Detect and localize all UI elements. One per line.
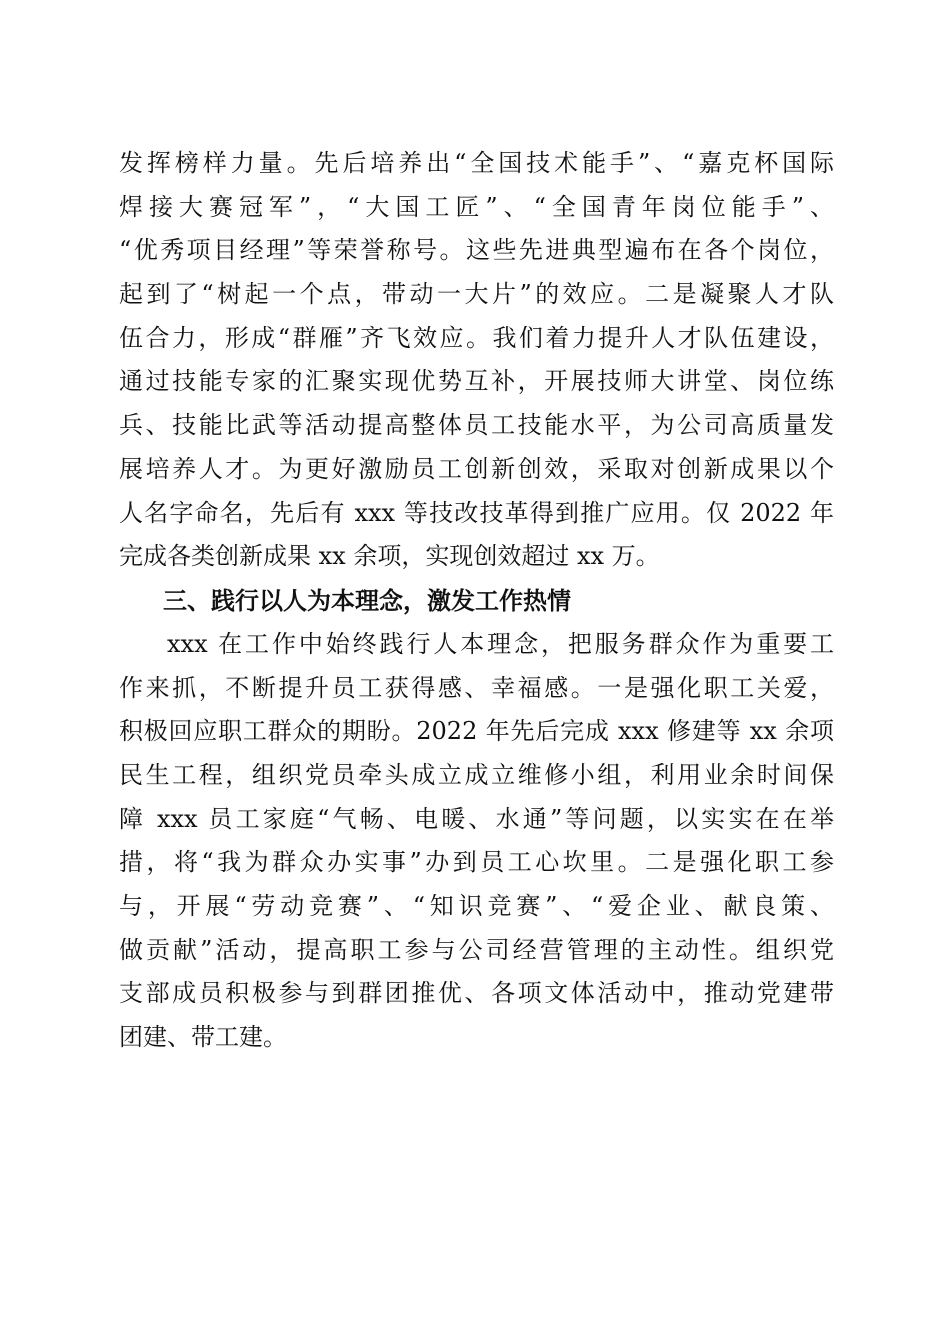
- text-line: 展培养人才。为更好激励员工创新创效，采取对创新成果以个: [119, 454, 834, 483]
- text-line: 团建、带工建。: [119, 1023, 287, 1052]
- text-line: 与，开展“劳动竞赛”、“知识竞赛”、“爱企业、献良策、: [119, 892, 834, 920]
- text-line: 人名字命名，先后有 xxx 等技改技革得到推广应用。仅 2022 年: [119, 498, 834, 527]
- paragraph-talent-cultivation: [119, 142, 834, 579]
- text-line: 做贡献”活动，提高职工参与公司经营管理的主动性。组织党: [119, 935, 834, 964]
- text-line: 作来抓，不断提升员工获得感、幸福感。一是强化职工关爱，: [119, 673, 834, 702]
- text-line: 民生工程，组织党员牵头成立成立维修小组，利用业余时间保: [119, 760, 834, 789]
- paragraph-people-oriented: [119, 623, 834, 1060]
- text-line: xxx 在工作中始终践行人本理念，把服务群众作为重要工: [167, 629, 834, 658]
- text-line: 支部成员积极参与到群团推优、各项文体活动中，推动党建带: [119, 979, 834, 1008]
- text-line: 发挥榜样力量。先后培养出“全国技术能手”、“嘉克杯国际: [119, 149, 834, 177]
- text-line: 通过技能专家的汇聚实现优势互补，开展技师大讲堂、岗位练: [119, 367, 834, 396]
- text-line: 障 xxx 员工家庭“气畅、电暖、水通”等问题，以实实在在举: [119, 804, 834, 833]
- text-line: 伍合力，形成“群雁”齐飞效应。我们着力提升人才队伍建设，: [119, 323, 834, 352]
- text-line: 完成各类创新成果 xx 余项，实现创效超过 xx 万。: [119, 542, 660, 571]
- text-line: “优秀项目经理”等荣誉称号。这些先进典型遍布在各个岗位，: [119, 236, 834, 265]
- text-line: 兵、技能比武等活动提高整体员工技能水平，为公司高质量发: [119, 411, 834, 440]
- text-line: 措，将“我为群众办实事”办到员工心坎里。二是强化职工参: [119, 848, 834, 877]
- text-line: 焊接大赛冠军”，“大国工匠”、“全国青年岗位能手”、: [119, 192, 834, 221]
- text-line: 积极回应职工群众的期盼。2022 年先后完成 xxx 修建等 xx 余项: [119, 717, 834, 746]
- document-body: [119, 142, 834, 1060]
- section-heading: 三、践行以人为本理念，激发工作热情: [163, 586, 571, 615]
- text-line: 起到了“树起一个点，带动一大片”的效应。二是凝聚人才队: [119, 280, 834, 309]
